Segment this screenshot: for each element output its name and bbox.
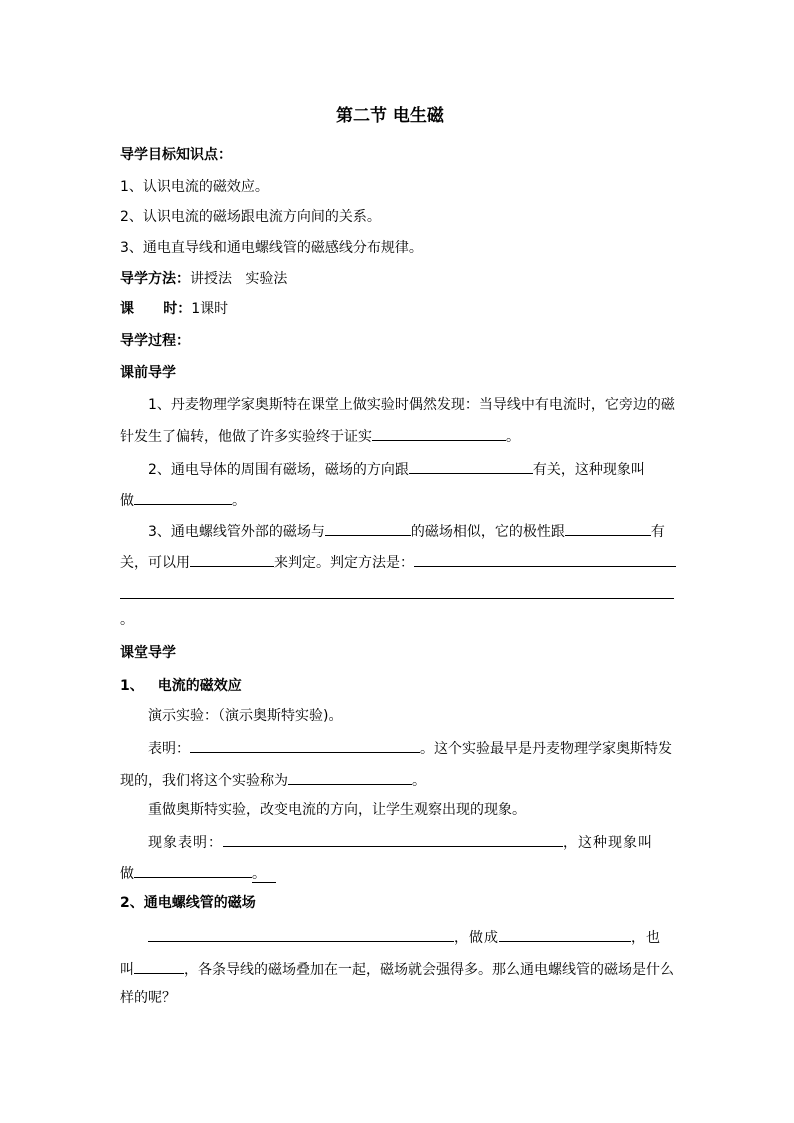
pre-q3-line2: [120, 551, 676, 573]
redo-text: 重做奥斯特实验，改变电流的方向，让学生观察出现的现象。: [148, 802, 526, 818]
demo-text: 演示实验：（演示奥斯特实验)。: [148, 708, 343, 724]
s2-line1: [148, 926, 661, 948]
s2-line2: [120, 958, 674, 980]
pre-q2-end: 。: [232, 493, 246, 509]
phenomenon-text: ，这种现象叫: [563, 835, 653, 851]
pre-q1-end: 。: [506, 429, 520, 445]
s2-text-4: ，各条导线的磁场叠加在一起，磁场就会强得多。那么通电螺线管的磁场是什么: [184, 962, 674, 978]
fill-blank[interactable]: [565, 520, 651, 536]
process-heading: 导学过程：: [120, 333, 190, 349]
section-1-title: 电流的磁效应: [157, 678, 242, 694]
pre-q3-text-4: 关，可以用: [120, 555, 190, 571]
shows-line1: [148, 737, 672, 759]
period-value: 1课时: [191, 301, 229, 317]
objectives-heading: 导学目标知识点：: [120, 147, 232, 163]
phenomenon-text-2: 做: [120, 866, 134, 882]
pre-q3-text-3: 有: [650, 524, 665, 540]
pre-q3-text-2: 的磁场相似，它的极性跟: [410, 524, 565, 540]
pre-q3-end: 。: [120, 612, 134, 628]
in-class-heading: 课堂导学: [120, 645, 176, 661]
s2-text-3: 叫: [120, 962, 134, 978]
fill-blank[interactable]: [288, 769, 412, 785]
phenomenon-label: 现象表明：: [148, 835, 223, 851]
pre-q1-line2: [120, 425, 520, 447]
method-label: 导学方法：: [120, 271, 190, 287]
pre-q2-line2: [120, 489, 246, 511]
shows-text-2: 现的，我们将这个实验称为: [120, 773, 288, 789]
shows-end: 。: [412, 773, 426, 789]
period-label: 课 时：: [120, 301, 192, 317]
fill-blank[interactable]: [325, 520, 411, 536]
objective-item-1: 1、认识电流的磁效应。: [120, 179, 269, 195]
phenomenon-line2: [120, 862, 276, 884]
pre-q2-line1: [148, 458, 645, 480]
s2-text: ，做成: [454, 930, 499, 946]
objective-item-2: 2、认识电流的磁场跟电流方向间的关系。: [120, 209, 381, 225]
page-title: 第二节 电生磁: [336, 106, 444, 126]
period-line: [120, 299, 228, 319]
pre-q3-text-5: 来判定。判定方法是：: [274, 555, 414, 571]
fill-blank[interactable]: [134, 489, 232, 505]
pre-q1-text: 针发生了偏转，他做了许多实验终于证实: [120, 429, 372, 445]
s2-text-2: ，也: [631, 930, 661, 946]
fill-blank[interactable]: [372, 425, 506, 441]
pre-q3-line1: [148, 520, 665, 542]
fill-blank[interactable]: [499, 926, 631, 942]
phenomenon-end: 。: [252, 866, 276, 883]
answer-line[interactable]: [120, 598, 674, 599]
fill-blank[interactable]: [190, 551, 274, 567]
section-2-heading: 2、通电螺线管的磁场: [120, 895, 256, 911]
pre-q2-text: 2、通电导体的周围有磁场，磁场的方向跟: [148, 462, 409, 478]
fill-blank[interactable]: [190, 737, 420, 753]
fill-blank[interactable]: [409, 458, 533, 474]
pre-q1-line1: 1、丹麦物理学家奥斯特在课堂上做实验时偶然发现：当导线中有电流时，它旁边的磁: [148, 397, 675, 413]
fill-blank[interactable]: [134, 862, 252, 878]
method-value: 讲授法 实验法: [190, 271, 288, 287]
section-1-number: 1、: [120, 678, 144, 694]
fill-blank[interactable]: [134, 958, 184, 974]
shows-line2: [120, 769, 426, 791]
method-line: [120, 269, 287, 289]
pre-class-heading: 课前导学: [120, 365, 176, 381]
fill-blank[interactable]: [148, 926, 454, 942]
section-1-heading: [120, 676, 242, 696]
pre-q3-text: 3、通电螺线管外部的磁场与: [148, 524, 325, 540]
shows-text: 。这个实验最早是丹麦物理学家奥斯特发: [420, 741, 672, 757]
fill-blank[interactable]: [223, 831, 563, 847]
objective-item-3: 3、通电直导线和通电螺线管的磁感线分布规律。: [120, 240, 423, 256]
fill-blank[interactable]: [414, 551, 676, 567]
shows-label: 表明：: [148, 741, 190, 757]
pre-q2-text-3: 做: [120, 493, 134, 509]
phenomenon-line1: [148, 831, 653, 853]
s2-line3: 样的呢？: [120, 990, 176, 1006]
pre-q2-text-2: 有关，这种现象叫: [532, 462, 645, 478]
